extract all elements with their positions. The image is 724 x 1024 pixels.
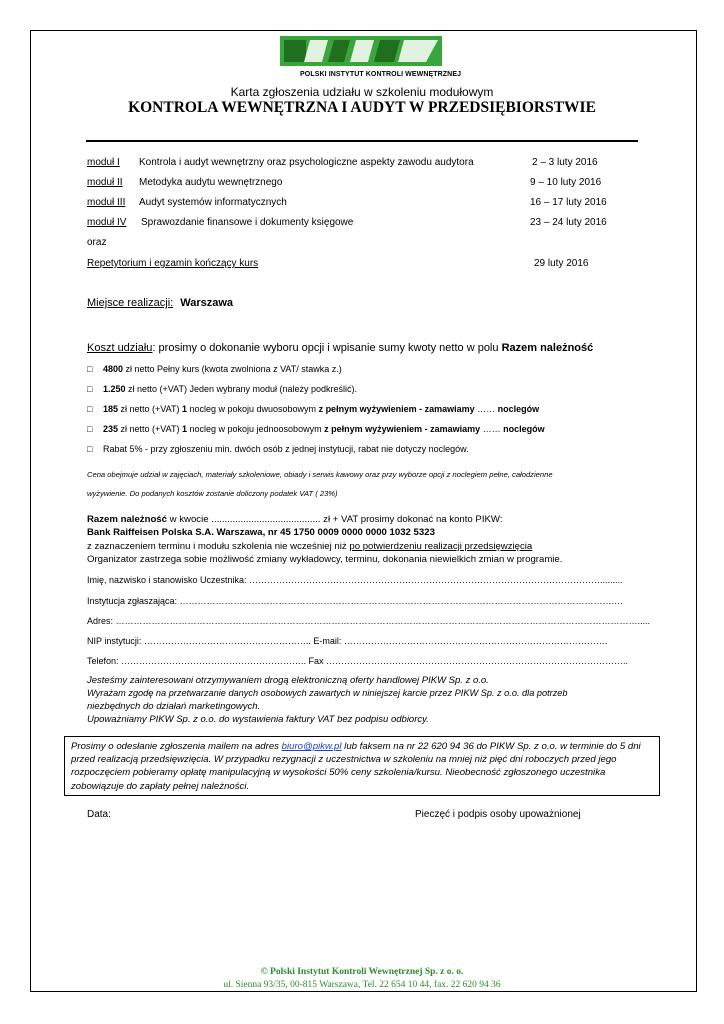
checkbox[interactable]: □: [87, 424, 93, 434]
consent-line: niezbędnych do działań marketingowych.: [87, 701, 261, 712]
repetytorium-label: Repetytorium i egzamin kończący kurs: [87, 258, 259, 269]
option-row: [87, 444, 469, 454]
subtitle: Karta zgłoszenia udziału w szkoleniu modułowym: [230, 85, 494, 99]
checkbox[interactable]: □: [87, 364, 93, 374]
checkbox[interactable]: □: [87, 404, 93, 414]
option-blank: ……: [474, 404, 498, 414]
stamp-label: Pieczęć i podpis osoby upoważnionej: [415, 809, 581, 820]
module-date: 23 – 24 luty 2016: [530, 217, 607, 228]
payment-note: [87, 541, 532, 552]
option-row: [87, 404, 539, 414]
place-value: Warszawa: [180, 297, 234, 309]
page-border: [30, 30, 697, 992]
option-unit: noclegów: [497, 404, 540, 414]
bank-account: Bank Raiffeisen Polska S.A. Warszawa, nr 45 1750 0009 0000 0000 1032 5323: [87, 527, 435, 538]
option-text: zł netto (+VAT): [118, 404, 182, 414]
price-note: wyżywienie. Do podanych kosztów zostanie doliczony podatek VAT ( 23%): [87, 489, 338, 498]
module-name: Kontrola i audyt wewnętrzny oraz psychologiczne aspekty zawodu audytora: [139, 157, 474, 168]
notice-text: lub faksem na nr 22 620 94 36 do PIKW Sp. z o.o. w terminie do 5 dni przed realizacją przedsięwzięcia. W przypadku rezygnacji z uczestnictwa w szkoleniu na mniej niż pięć dni roboczych przed jego rozpoczęciem pobieramy opłatę manipulacyjną w wysokości 50% ceny szkolenia/kursu. Nieobecność zgłoszonego uczestnika zobowiązuje do zapłaty pełnej należności.: [71, 741, 641, 792]
module-label: moduł IV: [87, 217, 127, 228]
submission-notice: [64, 736, 660, 796]
phone-fax-field[interactable]: Telefon: …………………………………………………….. Fax ………………………………………………………………………………………..: [87, 656, 629, 666]
price-note: Cena obejmuje udział w zajęciach, materiały szkoleniowe, obiady i serwis kawowy oraz przy wyborze opcji z noclegiem pełne, całodzienne: [87, 470, 553, 479]
option-count: 1: [181, 424, 187, 434]
footer-company: © Polski Instytut Kontroli Wewnętrznej Sp. z o. o.: [260, 967, 464, 977]
option-text: zł netto Pełny kurs (kwota zwolniona z VAT/ stawka z.): [123, 364, 342, 374]
oraz-label: oraz: [87, 237, 107, 248]
consent-line: Upoważniamy PIKW Sp. z o.o. do wystawienia faktury VAT bez podpisu odbiorcy.: [87, 714, 429, 725]
payment-note-underlined: po potwierdzeniu realizacji przedsięwzięcia: [349, 541, 533, 552]
option-text: zł netto (+VAT): [118, 424, 182, 434]
module-date: 2 – 3 luty 2016: [532, 157, 598, 168]
consent-line: Jesteśmy zainteresowani otrzymywaniem drogą elektroniczną oferty handlowej PIKW Sp. z o.o.: [87, 675, 489, 686]
option-row: [87, 364, 342, 374]
option-amount: 185: [103, 404, 119, 414]
cost-intro: : prosimy o dokonanie wyboru opcji i wpisanie sumy kwoty netto w polu: [152, 342, 502, 354]
option-blank: ……: [480, 424, 504, 434]
footer-address: ul. Sienna 93/35, 00-815 Warszawa, Tel. 22 654 10 44, fax. 22 620 94 36: [223, 980, 501, 990]
consent-line: Wyrażam zgodę na przetwarzanie danych osobowych zawartych w niniejszej karcie przez PIKW Sp. z o.o. dla potrzeb: [87, 688, 568, 698]
option-amount: 235: [103, 424, 119, 434]
module-label: moduł III: [87, 197, 126, 208]
place-line: [87, 297, 233, 309]
checkbox[interactable]: □: [87, 444, 93, 454]
option-text: nocleg w pokoju dwuosobowym: [186, 404, 319, 414]
divider: [86, 140, 638, 142]
place-label: Miejsce realizacji:: [87, 297, 174, 309]
module-date: 9 – 10 luty 2016: [530, 177, 602, 188]
notice-text: Prosimy o odesłanie zgłoszenia mailem na adres: [71, 741, 282, 752]
option-text: nocleg w pokoju jednoosobowym: [186, 424, 325, 434]
cost-heading: [87, 342, 593, 354]
module-label: moduł II: [87, 177, 123, 188]
repetytorium-date: 29 luty 2016: [534, 258, 589, 269]
option-board: z pełnym wyżywieniem - zamawiamy: [318, 404, 475, 414]
address-field[interactable]: Adres: ………………………………………………………………………………………………………………………………………………………….....: [87, 616, 651, 626]
cost-label: Koszt udziału: [87, 342, 153, 354]
nip-email-field[interactable]: NIP instytucji: ……………………………………………….. E-mail: …………………………………………………………………………….: [87, 636, 608, 646]
payment-text: w kwocie ......................................... zł + VAT prosimy dokonać na konto PIKW:: [166, 514, 503, 525]
module-name: Metodyka audytu wewnętrznego: [139, 177, 283, 188]
option-row: [87, 424, 545, 434]
option-count: 1: [181, 404, 187, 414]
module-row: [87, 197, 125, 208]
organizer-note: Organizator zastrzega sobie możliwość zmiany wykładowcy, terminu, dokonania niewielkich zmian w programie.: [87, 554, 563, 565]
participant-field[interactable]: Imię, nazwisko i stanowisko Uczestnika: ……………………………………………………………………………………………………….........: [87, 575, 623, 585]
institution-field[interactable]: Instytucja zgłaszająca: ……………………………………………………………………………………………………………………………….…: [87, 596, 624, 606]
payment-note-text: z zaznaczeniem terminu i modułu szkolenia nie wcześniej niż: [87, 541, 350, 552]
email-link[interactable]: biuro@pikw.pl: [281, 741, 342, 752]
module-label: moduł I: [87, 157, 120, 168]
cost-intro-bold: Razem należność: [501, 342, 594, 354]
module-row: [87, 157, 120, 168]
option-board: z pełnym wyżywieniem - zamawiamy: [324, 424, 481, 434]
module-name: Audyt systemów informatycznych: [139, 197, 287, 208]
option-unit: noclegów: [503, 424, 545, 434]
option-row: [87, 384, 357, 394]
option-text: zł netto (+VAT) Jeden wybrany moduł (należy podkreślić).: [125, 384, 358, 394]
module-row: [87, 177, 123, 188]
module-date: 16 – 17 luty 2016: [530, 197, 607, 208]
option-amount: 1.250: [103, 384, 126, 394]
total-label: Razem należność: [87, 514, 167, 525]
option-amount: 4800: [103, 364, 124, 374]
option-text: Rabat 5% - przy zgłoszeniu min. dwóch osób z jednej instytucji, rabat nie dotyczy noclegów.: [103, 444, 469, 454]
page-title: KONTROLA WEWNĘTRZNA I AUDYT W PRZEDSIĘBIORSTWIE: [128, 99, 596, 116]
module-row: [87, 217, 126, 228]
date-label: Data:: [87, 809, 111, 820]
module-name: Sprawozdanie finansowe i dokumenty księgowe: [141, 217, 354, 228]
payment-line: [87, 514, 502, 525]
checkbox[interactable]: □: [87, 384, 93, 394]
logo-caption: POLSKI INSTYTUT KONTROLI WEWNĘTRZNEJ: [300, 71, 462, 78]
